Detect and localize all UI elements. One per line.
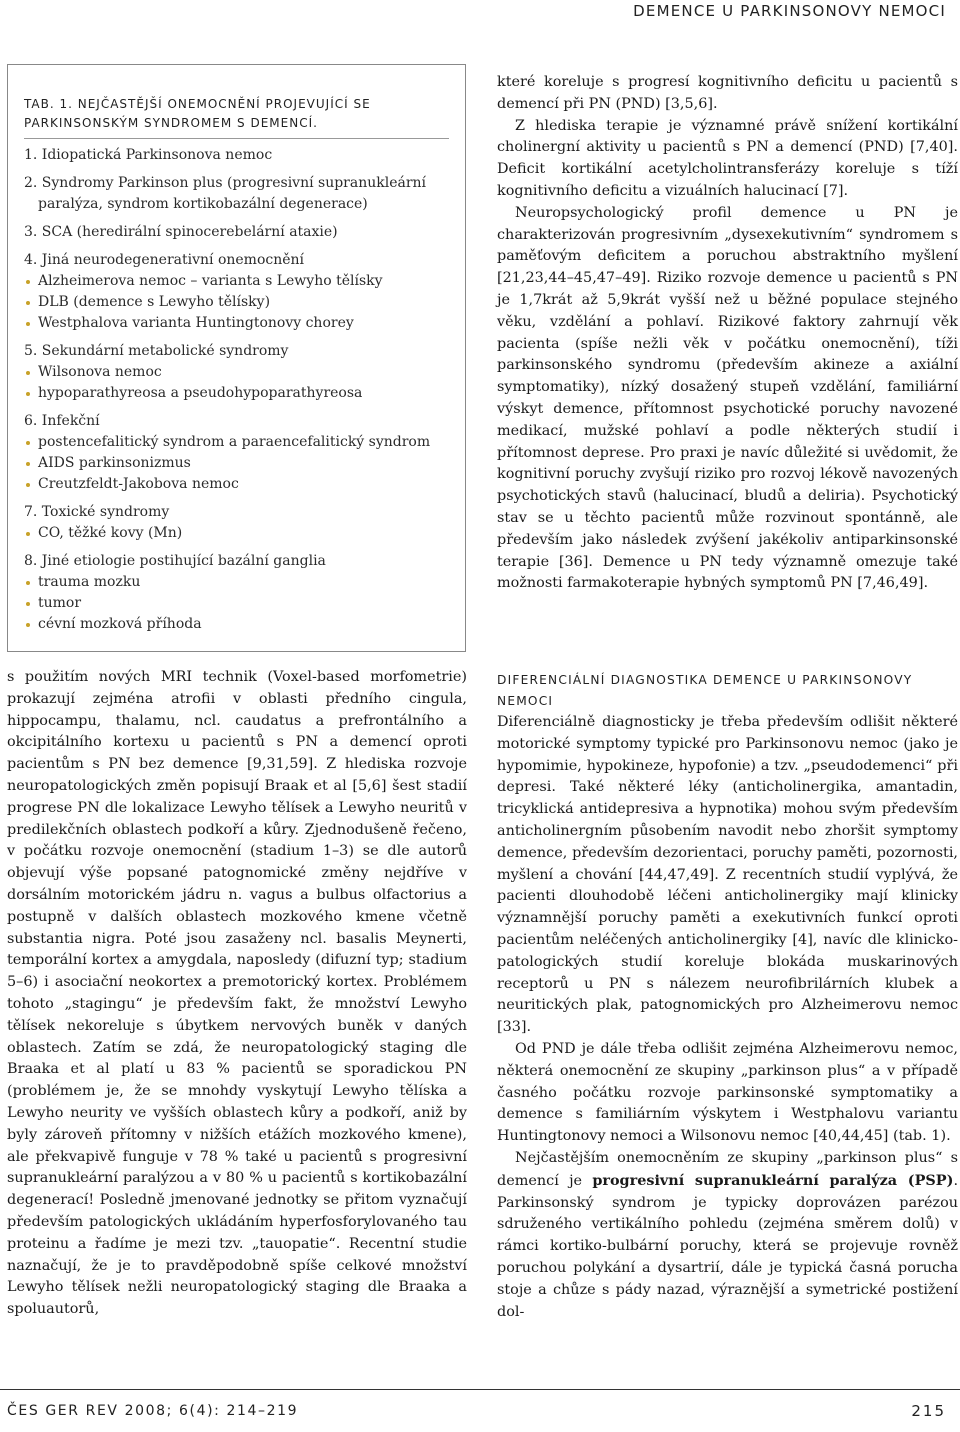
table-subitem [24, 292, 454, 313]
table-rule [24, 138, 449, 139]
table-subitem-text: Creutzfeldt-Jakobova nemoc [38, 476, 239, 492]
table-item-text: 2. Syndromy Parkinson plus (progresivní supranukleární paralýza, syndrom kortikobazální degenerace) [24, 175, 427, 212]
table-subitem [24, 453, 454, 474]
running-head [0, 0, 960, 24]
table-item-text: 6. Infekční [24, 413, 100, 429]
bullet-icon [26, 301, 30, 305]
running-head-title: DEMENCE U PARKINSONOVY NEMOCI [633, 2, 946, 20]
bullet-icon [26, 581, 30, 585]
table-subitem [24, 572, 454, 593]
table-item-heading [24, 145, 454, 166]
table-item-heading [24, 411, 454, 432]
bullet-icon [26, 462, 30, 466]
table-subitem-text: tumor [38, 595, 82, 611]
table-subitem-text: postencefalitický syndrom a paraencefalitický syndrom [38, 434, 431, 450]
table-item-text: 3. SCA (heredirální spinocerebelární ataxie) [24, 224, 338, 240]
bullet-icon [26, 392, 30, 396]
table-item-text: 8. Jiné etiologie postihující bazální ganglia [24, 553, 326, 569]
table-item-text: 1. Idiopatická Parkinsonova nemoc [24, 147, 273, 163]
left-paragraph-1: s použitím nových MRI technik (Voxel-based morfometrie) prokazují zejména atrofii v oblasti předního cingula, hippocampu, thalamu, ncl. caudatus a prefrontálního a okcipitálního kortexu u pacientů s PN a demencí oproti pacientům s PN bez demence [9,31,59]. Z hlediska rozvoje neuropatologických změn popisují Braak et al [5,6] šest stadií progrese PN dle lokalizace Lewyho tělísek a Lewyho neuritů v predilekčních oblastech podkoří a kůry. Zjednodušeně řečeno, v počátku rozvoje onemocnění (stadium 1–3) se dle autorů objevují výše popsané patognomické změny nejdříve v dorsálním motorickém jádru n. vagus a bulbus olfactorius a postupně v dalších oblastech mozkového kmene včetně substantia nigra. Poté jsou zasaženy ncl. basalis Meynerti, temporální kortex a amygdala, naposledy (difuzní typ; stadium 5–6) i asociační neokortex a premotorický kortex. Problémem tohoto „stagingu“ je především fakt, že množství Lewyho tělísek nekoreluje s úbytkem nervových buněk v daných oblastech. Zatím se zdá, že neuropatologický staging dle Braaka et al platí u 83 % pacientů se sporadickou PN (problémem je, že se mnohdy vyskytují Lewyho tělíska a Lewyho neurity ve vyšších oblastech kůry a podkoří, aniž by byly zároveň přítomny v nižších etážích mozkového kmene), ale překvapivě funguje v 78 % také u pacientů s progresivní supranukleární paralýzou a v 80 % u pacientů s kortikobazální degenerací! Posledně jmenované jednotky se přitom vyznačují především patologických ukládáním hyperfosforylovaného tau proteinu a řadíme je mezi tzv. „tauopatie“. Recentní studie naznačují, že je to pravděpodobně spíše celkové množství Lewyho tělísek nežli neuropatologický staging dle Braaka a spoluautorů, [7, 669, 467, 1318]
table-item-heading [24, 551, 454, 572]
table-item-heading [24, 222, 454, 243]
bullet-icon [26, 602, 30, 606]
bullet-icon [26, 441, 30, 445]
table-list [24, 145, 454, 635]
table-item-text: 7. Toxické syndromy [24, 504, 170, 520]
table-item-text: 4. Jiná neurodegenerativní onemocnění [24, 252, 305, 268]
table-item-heading [24, 502, 454, 523]
page-number: 215 [911, 1402, 946, 1420]
left-column [7, 667, 467, 1321]
table-item-text: 5. Sekundární metabolické syndromy [24, 343, 289, 359]
table-subitem [24, 383, 454, 404]
right-paragraph-1: které koreluje s progresí kognitivního deficitu u pacientů s demencí při PN (PND) [3,5,6]. [497, 74, 958, 112]
bullet-icon [26, 371, 30, 375]
table-subitem-text: trauma mozku [38, 574, 141, 590]
right-paragraph-4: Diferenciálně diagnosticky je třeba především odlišit některé motorické symptomy typické pro Parkinsonovu nemoc (jako je hypomimie, hypokineze, hypofonie) a tzv. „pseudodemenci“ při depresi. Také některé léky (anticholinergika, amantadin, tricyklická antidepresiva a hypnotika) mohou svým především anticholinergním působením navodit nebo zhoršit symptomy demence, především dezorientaci, poruchy paměti, pozornosti, myšlení a chování [44,47,49]. Z recentních studií vyplývá, že pacienti dlouhodobě léčeni anticholinergiky mají klinicky významnější poruchy paměti a exekutivních funkcí oproti pacientům neléčených anticholinergiky [4], navíc dle klinicko-patologických studií koreluje blokáda muskarinových receptorů u PN s nálezem neurofibrilárních klubek a neuritických plak, patognomických pro Alzheimerovu nemoc [33]. [497, 714, 958, 1036]
right-paragraph-3: Neuropsychologický profil demence u PN je charakterizován progresivním „dysexekutivním“ syndromem s paměťovým deficitem a poruchou abstraktního myšlení [21,23,44–45,47–49]. Riziko rozvoje demence u pacientů s PN je 1,7krát až 5,9krát vyšší než u běžné populace stejného věku, vzdělání a pohlaví. Rizikové faktory zahrnují věk pacienta (spíše nežli věk v počátku onemocnění), tíži parkinsonského syndromu (především akineze a axiální symptomatiky), nízký dosažený stupeň vzdělání, familiární výskyt demence, přítomnost psychotické poruchy navozené medikací, mužské pohlaví a podle některých studií i přítomnost deprese. Pro praxi je navíc důležité si uvědomit, že kognitivní poruchy zvyšují riziko pro rozvoj lékově navozených psychotických stavů (halucinací, bludů a deliria). Psychotický stav se u těchto pacientů může rozvinout spontánně, ale především jako následek zvýšení jakékoliv antiparkinsonské terapie [36]. Demence u PN tedy významně omezuje také možnosti farmakoterapie hybných symptomů PN [7,46,49]. [497, 204, 958, 592]
right-column-section [497, 670, 958, 1323]
table-subitem [24, 593, 454, 614]
bullet-icon [26, 322, 30, 326]
table-subitem [24, 614, 454, 635]
table-subitem-text: Westphalova varianta Huntingtonovy chorey [38, 315, 354, 331]
table-subitem-text: Alzheimerova nemoc – varianta s Lewyho tělísky [38, 273, 383, 289]
p6-bold: progresivní supranukleární paralýza (PSP) [592, 1171, 954, 1189]
p6-text-a: Nejčastějším onemocněním ze skupiny „parkinson plus“ s demencí je [497, 1149, 958, 1189]
right-column [497, 72, 958, 595]
table-subitem-text: CO, těžké kovy (Mn) [38, 525, 183, 541]
section-heading: DIFERENCIÁLNÍ DIAGNOSTIKA DEMENCE U PARKINSONOVY NEMOCI [497, 673, 913, 708]
table-subitem-text: hypoparathyreosa a pseudohypoparathyreosa [38, 385, 363, 401]
table-subitem-text: Wilsonova nemoc [38, 364, 162, 380]
right-paragraph-5: Od PND je dále třeba odlišit zejména Alzheimerovu nemoc, některá onemocnění ze skupiny „parkinson plus“ a v případě časného počátku rozvoje parkinsonské symptomatiky a demence s familiárním výskytem i Westphalovu variantu Huntingtonovy nemoci a Wilsonovu nemoc [40,44,45] (tab. 1). [497, 1040, 958, 1145]
table-item-heading [24, 341, 454, 362]
table-subitem [24, 432, 454, 453]
table-subitem-text: AIDS parkinsonizmus [38, 455, 191, 471]
footer-citation: ČES GER REV 2008; 6(4): 214–219 [7, 1403, 299, 1419]
right-paragraph-2: Z hlediska terapie je významné právě snížení kortikální cholinergní aktivity u pacientů s PN a demencí (PND) [7,40]. Deficit kortikální acetylcholintransferázy koreluje s tíží kognitivního deficitu a vizuálních halucinací [7]. [497, 117, 958, 199]
table-subitem [24, 313, 454, 334]
bullet-icon [26, 483, 30, 487]
table-subitem-text: cévní mozková příhoda [38, 616, 202, 632]
table-box [7, 64, 466, 652]
table-item-heading [24, 250, 454, 271]
bullet-icon [26, 532, 30, 536]
table-item-heading [24, 173, 454, 215]
table-caption: TAB. 1. NEJČASTĚJŠÍ ONEMOCNĚNÍ PROJEVUJÍCÍ SE PARKINSONSKÝM SYNDROMEM S DEMENCÍ. [24, 97, 371, 130]
table-subitem-text: DLB (demence s Lewyho tělísky) [38, 294, 271, 310]
table-subitem [24, 271, 454, 292]
table-subitem [24, 523, 454, 544]
bullet-icon [26, 623, 30, 627]
table-subitem [24, 362, 454, 383]
p6-text-b: . Parkinsonský syndrom je typicky doprovázen parézou sdruženého vertikálního pohledu (zejména směrem dolů) v rámci kortiko-bulbární poruchy, která se projevuje rovněž poruchou polykání a dysartrií, dále je typická časná porucha stoje a chůze s pády nazad, výraznější a symetrické postižení dol- [497, 1172, 959, 1320]
bullet-icon [26, 280, 30, 284]
right-paragraph-6 [497, 1148, 958, 1323]
table-subitem [24, 474, 454, 495]
footer-rule [0, 1389, 960, 1390]
